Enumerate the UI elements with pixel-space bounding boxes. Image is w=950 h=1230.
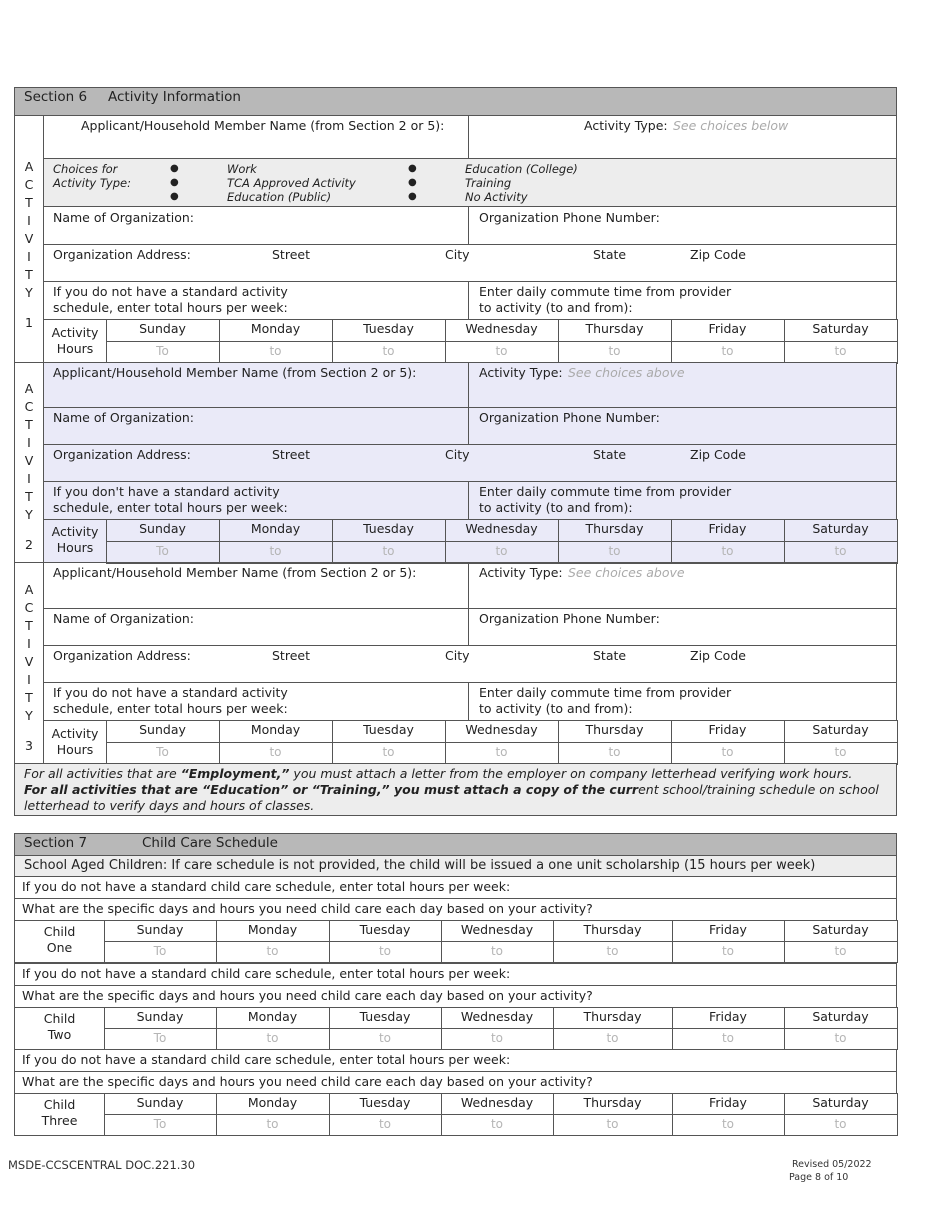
- commute-label: Enter daily commute time from provider: [479, 284, 732, 299]
- org-phone-label: Organization Phone Number:: [479, 410, 660, 425]
- time-range-placeholder: to: [608, 544, 621, 558]
- time-range-placeholder: to: [382, 544, 395, 558]
- time-range-placeholder: to: [606, 944, 619, 958]
- time-range-placeholder: To: [153, 1117, 167, 1131]
- bullet-icon: ●: [408, 177, 417, 188]
- member-name-label: Applicant/Household Member Name (from Section 2 or 5):: [53, 565, 417, 580]
- day-name: Sunday: [139, 321, 186, 336]
- city-label: City: [445, 247, 470, 262]
- activity-type-label: Activity Type:: [479, 365, 563, 380]
- day-name: Friday: [709, 922, 747, 937]
- time-range-placeholder: to: [266, 1031, 279, 1045]
- org-address-label: Organization Address:: [53, 447, 191, 462]
- vertical-letter: I: [27, 213, 31, 228]
- child-label: Child: [43, 1011, 76, 1026]
- zip-label: Zip Code: [690, 447, 746, 462]
- day-name: Sunday: [136, 1009, 184, 1024]
- time-range-placeholder: to: [721, 944, 735, 958]
- activity-type-placeholder: See choices below: [673, 118, 789, 133]
- zip-label: Zip Code: [690, 247, 746, 262]
- time-range-placeholder: to: [490, 1031, 504, 1045]
- org-name-label: Name of Organization:: [53, 611, 194, 626]
- activity-number: 3: [25, 738, 33, 753]
- time-range-placeholder: to: [834, 544, 847, 558]
- day-name: Monday: [247, 922, 298, 937]
- member-name-label: Applicant/Household Member Name (from Section 2 or 5):: [53, 365, 417, 380]
- activity-hours-label: Hours: [56, 742, 94, 757]
- day-name: Wednesday: [460, 922, 534, 937]
- choice-item: No Activity: [465, 190, 528, 204]
- vertical-letter: I: [27, 636, 31, 651]
- org-address-label: Organization Address:: [53, 648, 191, 663]
- day-name: Monday: [247, 1095, 298, 1110]
- time-range-placeholder: to: [608, 344, 621, 358]
- day-name: Tuesday: [363, 321, 414, 336]
- page-number: Page 8 of 10: [789, 1172, 849, 1183]
- bullet-icon: ●: [170, 191, 179, 202]
- time-range-placeholder: to: [608, 745, 621, 759]
- child-label: Child: [43, 924, 76, 939]
- vertical-letter: V: [24, 654, 34, 669]
- note-line: letterhead to verify days and hours of classes.: [24, 798, 315, 813]
- time-range-placeholder: To: [156, 745, 169, 759]
- state-label: State: [593, 447, 627, 462]
- time-range-placeholder: to: [495, 745, 508, 759]
- time-range-placeholder: to: [721, 1117, 735, 1131]
- vertical-letter: I: [27, 435, 31, 450]
- time-range-placeholder: to: [721, 344, 734, 358]
- note-line: For all activities that are “Education” or “Training,” you must attach a copy of the current school/training schedule on school: [24, 782, 879, 797]
- day-name: Monday: [250, 321, 301, 336]
- specific-days-label: What are the specific days and hours you need child care each day based on your activity?: [22, 1074, 593, 1089]
- activity-hours-label: Activity: [51, 524, 99, 539]
- activity-hours-label: Activity: [51, 325, 99, 340]
- choices-label: Choices for: [53, 162, 118, 176]
- no-schedule-label: If you do not have a standard child care schedule, enter total hours per week:: [22, 879, 511, 894]
- bullet-icon: ●: [170, 163, 179, 174]
- time-range-placeholder: to: [378, 1031, 392, 1045]
- street-label: Street: [272, 648, 310, 663]
- vertical-letter: I: [27, 672, 31, 687]
- time-range-placeholder: To: [156, 544, 169, 558]
- vertical-letter: T: [25, 618, 33, 633]
- day-name: Monday: [250, 521, 301, 536]
- vertical-letter: Y: [25, 507, 33, 522]
- time-range-placeholder: to: [721, 745, 734, 759]
- day-name: Friday: [709, 1095, 747, 1110]
- time-range-placeholder: to: [269, 344, 282, 358]
- no-schedule-label: If you do not have a standard activity: [53, 284, 288, 299]
- day-name: Saturday: [812, 722, 869, 737]
- day-name: Wednesday: [465, 521, 538, 536]
- vertical-letter: T: [25, 267, 33, 282]
- bullet-icon: ●: [408, 191, 417, 202]
- day-name: Friday: [708, 521, 747, 536]
- activity-type-label: Activity Type:: [584, 118, 668, 133]
- activity-1-vertical-label: [15, 158, 43, 332]
- time-range-placeholder: to: [834, 1117, 847, 1131]
- time-range-placeholder: To: [156, 344, 169, 358]
- day-name: Thursday: [585, 521, 644, 536]
- no-schedule-label: If you do not have a standard child care schedule, enter total hours per week:: [22, 966, 511, 981]
- org-address-label: Organization Address:: [53, 247, 191, 262]
- day-name: Monday: [250, 722, 301, 737]
- activity-hours-label: Activity: [51, 726, 99, 741]
- time-range-placeholder: to: [378, 944, 392, 958]
- commute-label: to activity (to and from):: [479, 701, 633, 716]
- city-label: City: [445, 648, 470, 663]
- org-name-label: Name of Organization:: [53, 410, 194, 425]
- time-range-placeholder: to: [269, 745, 282, 759]
- no-schedule-label: schedule, enter total hours per week:: [53, 300, 288, 315]
- time-range-placeholder: to: [266, 944, 279, 958]
- day-name: Thursday: [585, 722, 644, 737]
- choice-item: TCA Approved Activity: [227, 176, 356, 190]
- child-label: Child: [43, 1097, 76, 1112]
- child-label: One: [46, 940, 73, 955]
- no-schedule-label: schedule, enter total hours per week:: [53, 500, 288, 515]
- time-range-placeholder: to: [266, 1117, 279, 1131]
- vertical-letter: C: [24, 399, 34, 414]
- vertical-letter: V: [24, 231, 34, 246]
- time-range-placeholder: to: [382, 745, 395, 759]
- bullet-icon: ●: [408, 163, 417, 174]
- vertical-letter: T: [25, 417, 33, 432]
- vertical-letter: T: [25, 489, 33, 504]
- no-schedule-label: If you do not have a standard child care schedule, enter total hours per week:: [22, 1052, 511, 1067]
- time-range-placeholder: to: [382, 344, 395, 358]
- specific-days-label: What are the specific days and hours you need child care each day based on your activity?: [22, 988, 593, 1003]
- member-name-label: Applicant/Household Member Name (from Section 2 or 5):: [81, 118, 445, 133]
- street-label: Street: [272, 447, 310, 462]
- vertical-letter: I: [27, 471, 31, 486]
- activity-hours-label: Hours: [56, 341, 94, 356]
- day-name: Saturday: [812, 1009, 869, 1024]
- org-name-label: Name of Organization:: [53, 210, 194, 225]
- day-name: Tuesday: [359, 1009, 411, 1024]
- org-phone-label: Organization Phone Number:: [479, 611, 660, 626]
- choice-item: Education (Public): [227, 190, 332, 204]
- choice-item: Work: [227, 162, 257, 176]
- day-name: Tuesday: [363, 722, 414, 737]
- specific-days-label: What are the specific days and hours you need child care each day based on your activity?: [22, 901, 593, 916]
- vertical-letter: Y: [25, 285, 33, 300]
- no-schedule-label: schedule, enter total hours per week:: [53, 701, 288, 716]
- time-range-placeholder: to: [834, 944, 847, 958]
- day-name: Wednesday: [460, 1095, 534, 1110]
- time-range-placeholder: to: [490, 1117, 504, 1131]
- day-name: Saturday: [812, 321, 869, 336]
- time-range-placeholder: to: [378, 1117, 392, 1131]
- time-range-placeholder: to: [834, 745, 847, 759]
- day-name: Wednesday: [465, 722, 538, 737]
- vertical-letter: T: [25, 195, 33, 210]
- day-name: Thursday: [583, 1095, 642, 1110]
- time-range-placeholder: to: [606, 1117, 619, 1131]
- choices-label: Activity Type:: [53, 176, 131, 190]
- city-label: City: [445, 447, 470, 462]
- zip-label: Zip Code: [690, 648, 746, 663]
- time-range-placeholder: to: [834, 344, 847, 358]
- day-name: Tuesday: [359, 922, 411, 937]
- day-name: Saturday: [812, 922, 869, 937]
- activity-type-label: Activity Type:: [479, 565, 563, 580]
- day-name: Sunday: [136, 1095, 184, 1110]
- choice-item: Training: [465, 176, 512, 190]
- note-line: For all activities that are “Employment,” you must attach a letter from the employer on company letterhead verifying work hours.: [24, 766, 853, 781]
- activity-hours-label: Hours: [56, 540, 94, 555]
- day-name: Wednesday: [465, 321, 538, 336]
- activity-3-vertical-label: [15, 581, 43, 755]
- vertical-letter: A: [24, 381, 34, 396]
- revised-date: Revised 05/2022: [792, 1159, 872, 1170]
- day-name: Friday: [709, 1009, 747, 1024]
- day-name: Tuesday: [359, 1095, 411, 1110]
- no-schedule-label: If you do not have a standard activity: [53, 685, 288, 700]
- day-name: Thursday: [585, 321, 644, 336]
- bullet-icon: ●: [170, 177, 179, 188]
- vertical-letter: T: [25, 690, 33, 705]
- activity-type-placeholder: See choices above: [568, 365, 685, 380]
- document-id: MSDE-CCSCENTRAL DOC.221.30: [8, 1158, 196, 1172]
- street-label: Street: [272, 247, 310, 262]
- vertical-letter: V: [24, 453, 34, 468]
- org-phone-label: Organization Phone Number:: [479, 210, 660, 225]
- vertical-letter: C: [24, 177, 34, 192]
- day-name: Sunday: [139, 722, 186, 737]
- day-name: Thursday: [583, 1009, 642, 1024]
- time-range-placeholder: to: [495, 544, 508, 558]
- vertical-letter: I: [27, 249, 31, 264]
- day-name: Saturday: [812, 1095, 869, 1110]
- section-number: Section 6: [24, 89, 88, 105]
- time-range-placeholder: to: [834, 1031, 847, 1045]
- time-range-placeholder: To: [153, 1031, 167, 1045]
- child-label: Two: [47, 1027, 72, 1042]
- day-name: Tuesday: [363, 521, 414, 536]
- commute-label: to activity (to and from):: [479, 500, 633, 515]
- section-title: Activity Information: [108, 89, 241, 105]
- vertical-letter: C: [24, 600, 34, 615]
- day-name: Sunday: [139, 521, 186, 536]
- activity-number: 2: [25, 537, 33, 552]
- commute-label: to activity (to and from):: [479, 300, 633, 315]
- commute-label: Enter daily commute time from provider: [479, 685, 732, 700]
- day-name: Friday: [708, 321, 747, 336]
- time-range-placeholder: To: [153, 944, 167, 958]
- child-label: Three: [41, 1113, 78, 1128]
- time-range-placeholder: to: [721, 544, 734, 558]
- day-name: Friday: [708, 722, 747, 737]
- time-range-placeholder: to: [606, 1031, 619, 1045]
- state-label: State: [593, 648, 627, 663]
- state-label: State: [593, 247, 627, 262]
- commute-label: Enter daily commute time from provider: [479, 484, 732, 499]
- activity-type-placeholder: See choices above: [568, 565, 685, 580]
- school-aged-text: School Aged Children: If care schedule is not provided, the child will be issued a one unit scholarship (15 hours per week): [24, 858, 816, 873]
- day-name: Thursday: [583, 922, 642, 937]
- time-range-placeholder: to: [490, 944, 504, 958]
- choice-item: Education (College): [465, 162, 578, 176]
- activity-2-vertical-label: [15, 380, 43, 554]
- day-name: Saturday: [812, 521, 869, 536]
- no-schedule-label: If you don't have a standard activity: [53, 484, 280, 499]
- vertical-letter: Y: [25, 708, 33, 723]
- section-title: Child Care Schedule: [142, 835, 278, 851]
- vertical-letter: A: [24, 159, 34, 174]
- time-range-placeholder: to: [721, 1031, 735, 1045]
- time-range-placeholder: to: [269, 544, 282, 558]
- activity-number: 1: [25, 315, 33, 330]
- day-name: Sunday: [136, 922, 184, 937]
- day-name: Monday: [247, 1009, 298, 1024]
- section-number: Section 7: [24, 835, 88, 851]
- vertical-letter: A: [24, 582, 34, 597]
- time-range-placeholder: to: [495, 344, 508, 358]
- day-name: Wednesday: [460, 1009, 534, 1024]
